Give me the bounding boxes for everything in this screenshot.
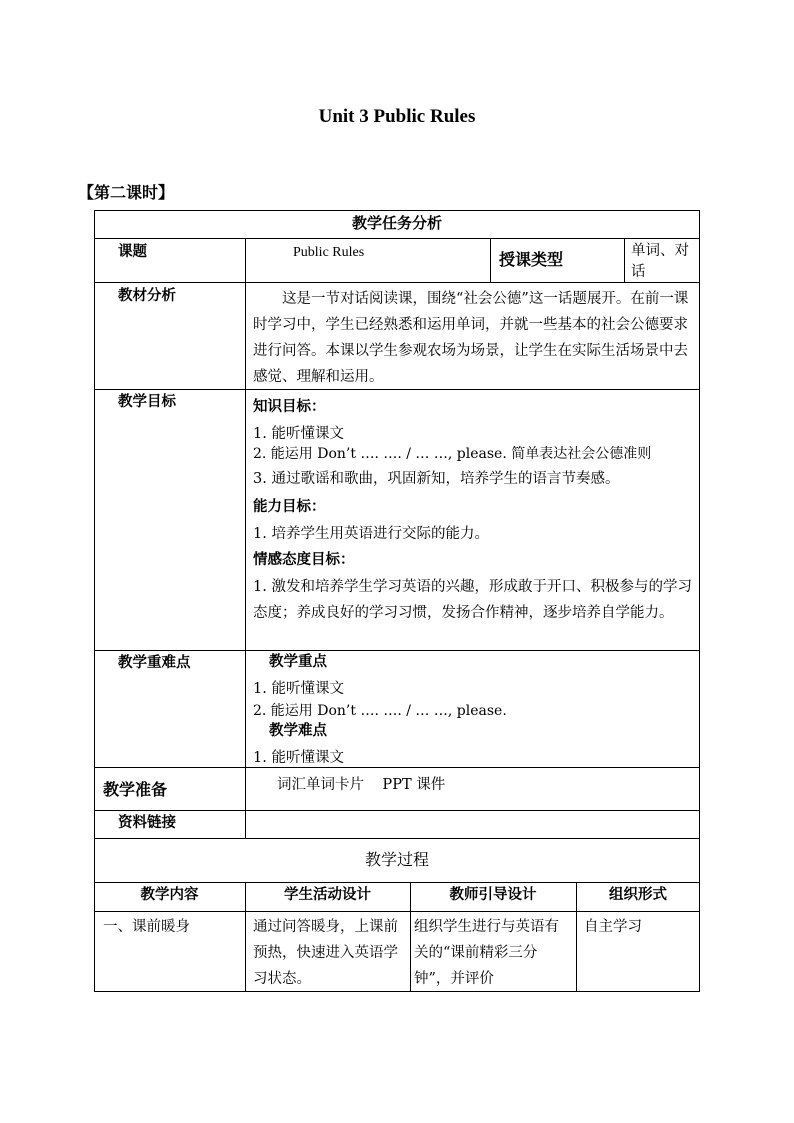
process-row-form: 自主学习 bbox=[584, 919, 642, 935]
knowledge-item: 1. 能听懂课文 bbox=[253, 426, 344, 442]
page-title: Unit 3 Public Rules bbox=[318, 106, 476, 127]
knowledge-heading: 知识目标： bbox=[253, 398, 326, 415]
topic-value: Public Rules bbox=[293, 245, 365, 260]
process-header-content: 教学内容 bbox=[140, 886, 199, 903]
material-text: 这是一节对话阅读课，围绕“社会公德”这一话题展开。在前一课时学习中，学生已经熟悉和运用单词，并就一些基本的社会公德要求进行问答。本课以学生参观农场为场景，让学生在实际生活场景中去感觉、理解和运用。 bbox=[253, 291, 689, 385]
lesson-type-label: 授课类型 bbox=[499, 250, 564, 269]
difficulty-item: 1. 能听懂课文 bbox=[253, 750, 344, 766]
goals-label: 教学目标 bbox=[118, 393, 176, 410]
knowledge-item: 3. 通过歌谣和歌曲，巩固新知，培养学生的语言节奏感。 bbox=[253, 471, 620, 487]
process-row-content: 一、课前暖身 bbox=[103, 919, 190, 935]
preparation-value: 词汇单词卡片 PPT 课件 bbox=[277, 777, 446, 793]
process-header-teacher: 教师引导设计 bbox=[449, 886, 537, 903]
process-header-student: 学生活动设计 bbox=[284, 886, 371, 903]
key-points-label: 教学重难点 bbox=[118, 654, 191, 671]
ability-item: 1. 培养学生用英语进行交际的能力。 bbox=[253, 526, 489, 542]
difficulty-heading: 教学难点 bbox=[269, 722, 327, 739]
lesson-type-value-line1: 单词、对 bbox=[631, 243, 689, 259]
process-header-form: 组织形式 bbox=[609, 886, 667, 903]
preparation-label: 教学准备 bbox=[103, 780, 168, 799]
topic-label: 课题 bbox=[118, 243, 147, 260]
knowledge-item: 2. 能运用 Don’t …. …. / … …, please. 简单表达社会公德准则 bbox=[253, 446, 652, 462]
focus-item: 2. 能运用 Don’t …. …. / … …, please. bbox=[253, 703, 507, 719]
focus-item: 1. 能听懂课文 bbox=[253, 681, 344, 697]
material-label: 教材分析 bbox=[118, 287, 176, 304]
emotion-text: 1. 激发和培养学生学习英语的兴趣，形成敢于开口、积极参与的学习态度；养成良好的学习习惯，发扬合作精神，逐步培养自学能力。 bbox=[253, 579, 692, 621]
emotion-heading: 情感态度目标： bbox=[253, 551, 355, 568]
ability-heading: 能力目标： bbox=[253, 498, 326, 515]
section-analysis-heading: 教学任务分析 bbox=[351, 214, 442, 232]
section-process-heading: 教学过程 bbox=[364, 850, 429, 869]
lesson-type-value-line2: 话 bbox=[631, 264, 646, 280]
resources-label: 资料链接 bbox=[118, 814, 176, 831]
process-row-teacher: 组织学生进行与英语有关的“课前精彩三分钟”，并评价 bbox=[414, 919, 559, 987]
focus-heading: 教学重点 bbox=[269, 653, 327, 670]
process-row-student: 通过问答暖身，上课前预热，快速进入英语学习状态。 bbox=[253, 919, 398, 987]
lesson-label: 【第二课时】 bbox=[78, 183, 175, 202]
